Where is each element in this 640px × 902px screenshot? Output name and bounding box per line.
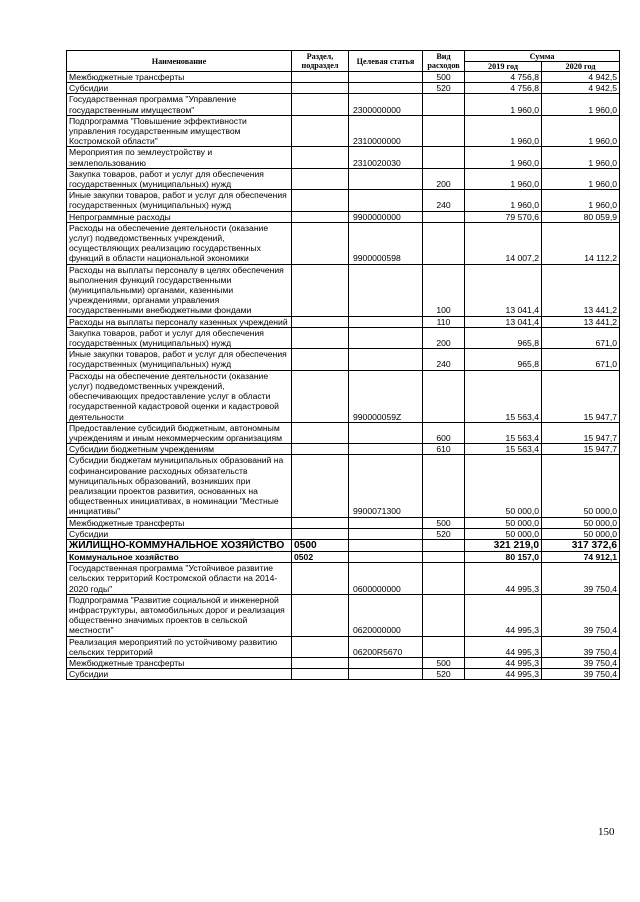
table-row [67,539,620,551]
row-expense-type: 500 [423,657,465,668]
row-sum-2020: 50 000,0 [542,455,620,517]
row-sum-2020: 1 960,0 [542,94,620,115]
row-target-article [349,316,423,327]
header-article: Целевая статья [349,51,423,72]
row-section [292,528,349,539]
row-section [292,264,349,316]
row-target-article [349,83,423,94]
row-section [292,517,349,528]
row-sum-2020: 39 750,4 [542,594,620,636]
row-target-article [349,669,423,680]
row-sum-2020: 317 372,6 [542,539,620,551]
row-name: Субсидии [67,528,292,539]
row-section [292,669,349,680]
row-name: Непрограммные расходы [67,211,292,222]
row-section [292,147,349,168]
row-sum-2020: 1 960,0 [542,147,620,168]
row-expense-type [423,222,465,264]
row-sum-2020: 14 112,2 [542,222,620,264]
row-target-article: 990000059Z [349,370,423,422]
row-name: Субсидии бюджетам муниципальных образований на софинансирование расходных обязательств муниципальных образований, возникших при реализации проектов развития, основанных на общественных инициативах, в номинации "Местные инициативы" [67,455,292,517]
row-sum-2019: 50 000,0 [465,517,542,528]
table-row [67,211,620,222]
row-sum-2019: 1 960,0 [465,190,542,211]
row-sum-2019: 44 995,3 [465,657,542,668]
row-section [292,636,349,657]
page-number: 150 [598,826,615,838]
table-row [67,444,620,455]
row-name: Коммунальное хозяйство [67,551,292,562]
row-sum-2019: 1 960,0 [465,147,542,168]
table-row [67,115,620,147]
row-target-article: 0600000000 [349,563,423,595]
row-name: ЖИЛИЩНО-КОММУНАЛЬНОЕ ХОЗЯЙСТВО [67,539,292,551]
row-name: Расходы на выплаты персоналу казенных учреждений [67,316,292,327]
row-name: Субсидии бюджетным учреждениям [67,444,292,455]
table-row [67,528,620,539]
row-expense-type [423,551,465,562]
row-sum-2019: 13 041,4 [465,264,542,316]
row-name: Мероприятия по землеустройству и землепользованию [67,147,292,168]
row-target-article [349,517,423,528]
row-expense-type: 520 [423,83,465,94]
row-name: Государственная программа "Управление государственным имуществом" [67,94,292,115]
header-section: Раздел, подраздел [292,51,349,72]
row-name: Предоставление субсидий бюджетным, автономным учреждениям и иным некоммерческим организациям [67,422,292,443]
row-section [292,594,349,636]
table-row [67,657,620,668]
row-target-article [349,528,423,539]
table-row [67,551,620,562]
table-row [67,147,620,168]
row-sum-2020: 671,0 [542,327,620,348]
table-row [67,517,620,528]
row-sum-2020: 80 059,9 [542,211,620,222]
row-expense-type: 240 [423,190,465,211]
row-name: Расходы на обеспечение деятельности (оказание услуг) подведомственных учреждений, осуществляющих реализацию государственных функций в области национальной экономики [67,222,292,264]
row-expense-type: 110 [423,316,465,327]
row-sum-2019: 15 563,4 [465,444,542,455]
row-sum-2019: 44 995,3 [465,594,542,636]
row-section: 0500 [292,539,349,551]
row-expense-type: 610 [423,444,465,455]
header-year-2019: 2019 год [465,62,542,72]
budget-table [66,50,620,680]
table-row [67,222,620,264]
row-sum-2019: 44 995,3 [465,563,542,595]
row-name: Межбюджетные трансферты [67,72,292,83]
row-sum-2019: 44 995,3 [465,669,542,680]
table-row [67,168,620,189]
row-target-article [349,264,423,316]
row-section [292,94,349,115]
row-name: Реализация мероприятий по устойчивому развитию сельских территорий [67,636,292,657]
row-sum-2020: 13 441,2 [542,264,620,316]
row-name: Расходы на выплаты персоналу в целях обеспечения выполнения функций государственными (муниципальными) органами, казенными учреждениями, органами управления государственными внебюджетными фондами [67,264,292,316]
row-sum-2020: 4 942,5 [542,72,620,83]
row-sum-2019: 4 756,8 [465,83,542,94]
row-section [292,444,349,455]
row-sum-2019: 50 000,0 [465,528,542,539]
table-row [67,636,620,657]
header-year-2020: 2020 год [542,62,620,72]
header-expense-type: Вид расходов [423,51,465,72]
row-sum-2019: 15 563,4 [465,422,542,443]
row-name: Закупка товаров, работ и услуг для обеспечения государственных (муниципальных) нужд [67,327,292,348]
row-expense-type [423,563,465,595]
row-target-article: 2310020030 [349,147,423,168]
row-name: Государственная программа "Устойчивое развитие сельских территорий Костромской области на 2014-2020 годы" [67,563,292,595]
row-sum-2020: 15 947,7 [542,370,620,422]
row-name: Иные закупки товаров, работ и услуг для обеспечения государственных (муниципальных) нужд [67,349,292,370]
row-target-article [349,539,423,551]
row-sum-2019: 80 157,0 [465,551,542,562]
table-row [67,563,620,595]
row-expense-type [423,539,465,551]
table-row [67,422,620,443]
row-target-article: 2310000000 [349,115,423,147]
row-section [292,370,349,422]
row-name: Подпрограмма "Повышение эффективности управления государственным имуществом Костромской области" [67,115,292,147]
table-row [67,370,620,422]
table-row [67,264,620,316]
row-target-article: 0620000000 [349,594,423,636]
table-row [67,83,620,94]
table-row [67,94,620,115]
row-sum-2020: 39 750,4 [542,563,620,595]
row-sum-2020: 15 947,7 [542,444,620,455]
row-sum-2020: 4 942,5 [542,83,620,94]
row-section [292,115,349,147]
budget-page [66,50,619,680]
header-name: Наименование [67,51,292,72]
row-sum-2020: 15 947,7 [542,422,620,443]
row-expense-type [423,115,465,147]
row-target-article [349,168,423,189]
row-sum-2020: 671,0 [542,349,620,370]
row-expense-type [423,211,465,222]
row-sum-2020: 50 000,0 [542,517,620,528]
row-expense-type: 200 [423,327,465,348]
table-row [67,669,620,680]
row-sum-2020: 50 000,0 [542,528,620,539]
row-name: Расходы на обеспечение деятельности (оказание услуг) подведомственных учреждений, обеспечивающих предоставление услуг в области государственной кадастровой оценки и кадастровой деятельности [67,370,292,422]
row-sum-2019: 50 000,0 [465,455,542,517]
row-sum-2019: 4 756,8 [465,72,542,83]
row-section [292,316,349,327]
row-expense-type: 100 [423,264,465,316]
table-row [67,327,620,348]
row-sum-2019: 13 041,4 [465,316,542,327]
row-name: Иные закупки товаров, работ и услуг для обеспечения государственных (муниципальных) нужд [67,190,292,211]
row-target-article [349,72,423,83]
row-sum-2019: 1 960,0 [465,94,542,115]
row-expense-type: 500 [423,517,465,528]
row-section [292,327,349,348]
row-sum-2019: 965,8 [465,327,542,348]
row-section [292,83,349,94]
row-sum-2020: 13 441,2 [542,316,620,327]
table-body [67,72,620,680]
table-row [67,190,620,211]
row-sum-2020: 74 912,1 [542,551,620,562]
row-expense-type [423,455,465,517]
table-row [67,349,620,370]
row-sum-2019: 44 995,3 [465,636,542,657]
row-target-article [349,190,423,211]
row-name: Закупка товаров, работ и услуг для обеспечения государственных (муниципальных) нужд [67,168,292,189]
row-section [292,349,349,370]
row-expense-type: 520 [423,528,465,539]
row-sum-2019: 15 563,4 [465,370,542,422]
row-section [292,190,349,211]
row-section [292,563,349,595]
row-target-article: 9900000000 [349,211,423,222]
row-sum-2020: 39 750,4 [542,636,620,657]
row-target-article [349,422,423,443]
row-target-article: 9900071300 [349,455,423,517]
row-target-article: 06200R5670 [349,636,423,657]
row-section [292,72,349,83]
row-sum-2020: 1 960,0 [542,115,620,147]
row-sum-2020: 39 750,4 [542,669,620,680]
row-sum-2020: 39 750,4 [542,657,620,668]
row-name: Межбюджетные трансферты [67,657,292,668]
row-expense-type: 500 [423,72,465,83]
row-expense-type [423,636,465,657]
row-sum-2020: 1 960,0 [542,168,620,189]
row-section [292,211,349,222]
row-expense-type [423,147,465,168]
row-name: Субсидии [67,83,292,94]
row-sum-2020: 1 960,0 [542,190,620,211]
table-row [67,594,620,636]
row-sum-2019: 14 007,2 [465,222,542,264]
row-name: Межбюджетные трансферты [67,517,292,528]
row-target-article [349,327,423,348]
row-section [292,657,349,668]
table-row [67,316,620,327]
row-expense-type [423,94,465,115]
row-target-article [349,657,423,668]
row-expense-type: 520 [423,669,465,680]
row-expense-type: 200 [423,168,465,189]
row-target-article [349,444,423,455]
row-sum-2019: 965,8 [465,349,542,370]
row-expense-type [423,370,465,422]
row-section: 0502 [292,551,349,562]
row-sum-2019: 1 960,0 [465,115,542,147]
row-name: Субсидии [67,669,292,680]
row-sum-2019: 321 219,0 [465,539,542,551]
header-sum: Сумма [465,51,620,62]
row-section [292,222,349,264]
row-section [292,455,349,517]
row-expense-type [423,594,465,636]
row-sum-2019: 1 960,0 [465,168,542,189]
row-target-article [349,349,423,370]
row-name: Подпрограмма "Развитие социальной и инженерной инфраструктуры, автомобильных дорог и реализация общественно значимых проектов в сельской местности" [67,594,292,636]
row-sum-2019: 79 570,6 [465,211,542,222]
row-section [292,168,349,189]
row-section [292,422,349,443]
row-target-article: 9900000598 [349,222,423,264]
table-row [67,455,620,517]
row-expense-type: 240 [423,349,465,370]
table-row [67,72,620,83]
row-expense-type: 600 [423,422,465,443]
row-target-article: 2300000000 [349,94,423,115]
row-target-article [349,551,423,562]
